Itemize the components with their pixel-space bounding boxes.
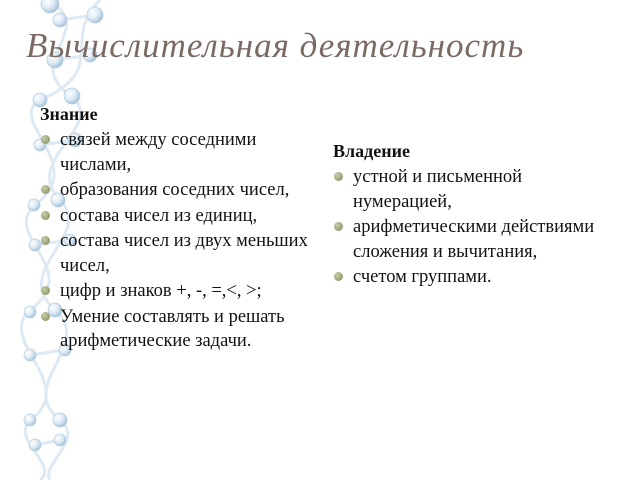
mastery-heading: Владение [333,141,410,161]
knowledge-item: состава чисел из единиц, [40,204,310,229]
mastery-item: арифметическими действиями сложения и вычитания, [333,215,623,264]
knowledge-item: образования соседних чисел, [40,178,310,203]
mastery-column [333,141,623,291]
slide-title: Вычислительная деятельность [26,26,525,65]
knowledge-list [40,128,310,354]
knowledge-item: связей между соседними числами, [40,128,310,177]
knowledge-column [40,104,310,355]
mastery-item: устной и письменной нумерацией, [333,165,623,214]
skill-item: Умение составлять и решать арифметические задачи. [40,305,310,354]
knowledge-item: цифр и знаков +, -, =,<, >; [40,279,310,304]
mastery-list [333,165,623,290]
knowledge-item: состава чисел из двух меньших чисел, [40,229,310,278]
knowledge-heading: Знание [40,104,98,124]
mastery-item: счетом группами. [333,265,623,290]
